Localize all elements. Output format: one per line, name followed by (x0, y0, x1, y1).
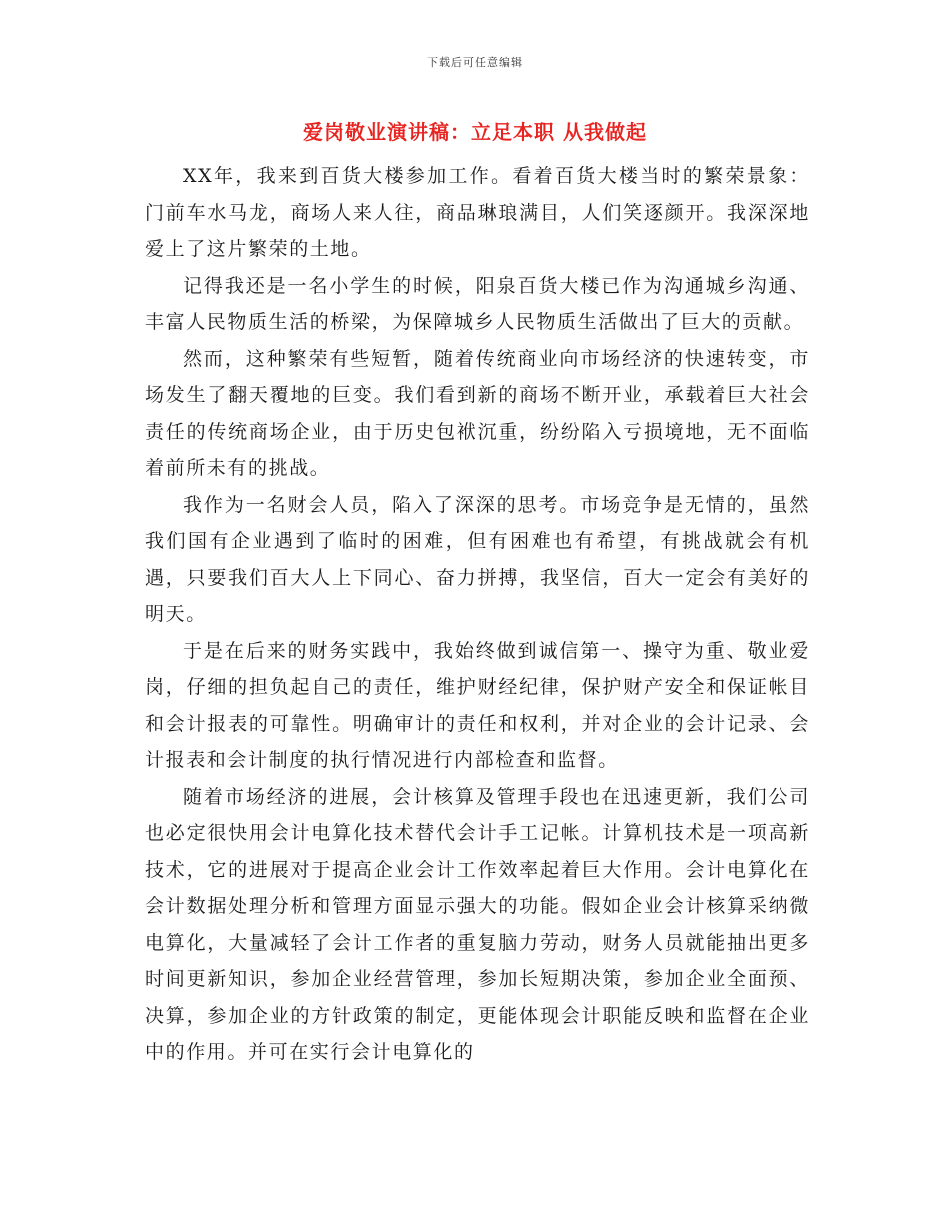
paragraph: 我作为一名财会人员，陷入了深深的思考。市场竞争是无情的，虽然我们国有企业遇到了临时的困难，但有困难也有希望，有挑战就会有机遇，只要我们百大人上下同心、奋力拼搏，我坚信，百大一定会有美好的明天。 (145, 493, 810, 625)
paragraph: 于是在后来的财务实践中，我始终做到诚信第一、操守为重、敬业爱岗，仔细的担负起自己的责任，维护财经纪律，保护财产安全和保证帐目和会计报表的可靠性。明确审计的责任和权利，并对企业的会计记录、会计报表和会计制度的执行情况进行内部检查和监督。 (145, 639, 810, 771)
paragraph: 然而，这种繁荣有些短暂，随着传统商业向市场经济的快速转变，市场发生了翻天覆地的巨变。我们看到新的商场不断开业，承载着巨大社会责任的传统商场企业，由于历史包袱沉重，纷纷陷入亏损境地，无不面临着前所未有的挑战。 (145, 347, 810, 479)
document-body (145, 158, 810, 1071)
paragraph: 随着市场经济的进展，会计核算及管理手段也在迅速更新，我们公司也必定很快用会计电算化技术替代会计手工记帐。计算机技术是一项高新技术，它的进展对于提高企业会计工作效率起着巨大作用。会计电算化在会计数据处理分析和管理方面显示强大的功能。假如企业会计核算采纳微电算化，大量减轻了会计工作者的重复脑力劳动，财务人员就能抽出更多时间更新知识，参加企业经营管理，参加长短期决策，参加企业全面预、决算，参加企业的方针政策的制定，更能体现会计职能反映和监督在企业中的作用。并可在实行会计电算化的 (145, 785, 810, 1063)
paragraph: XX年，我来到百货大楼参加工作。看着百货大楼当时的繁荣景象：门前车水马龙，商场人来人往，商品琳琅满目，人们笑逐颜开。我深深地爱上了这片繁荣的土地。 (145, 165, 810, 260)
paragraph: 记得我还是一名小学生的时候，阳泉百货大楼已作为沟通城乡沟通、丰富人民物质生活的桥梁，为保障城乡人民物质生活做出了巨大的贡献。 (145, 274, 810, 333)
header-note: 下载后可任意编辑 (427, 56, 523, 69)
document-title: 爱岗敬业演讲稿：立足本职 从我做起 (303, 120, 647, 144)
